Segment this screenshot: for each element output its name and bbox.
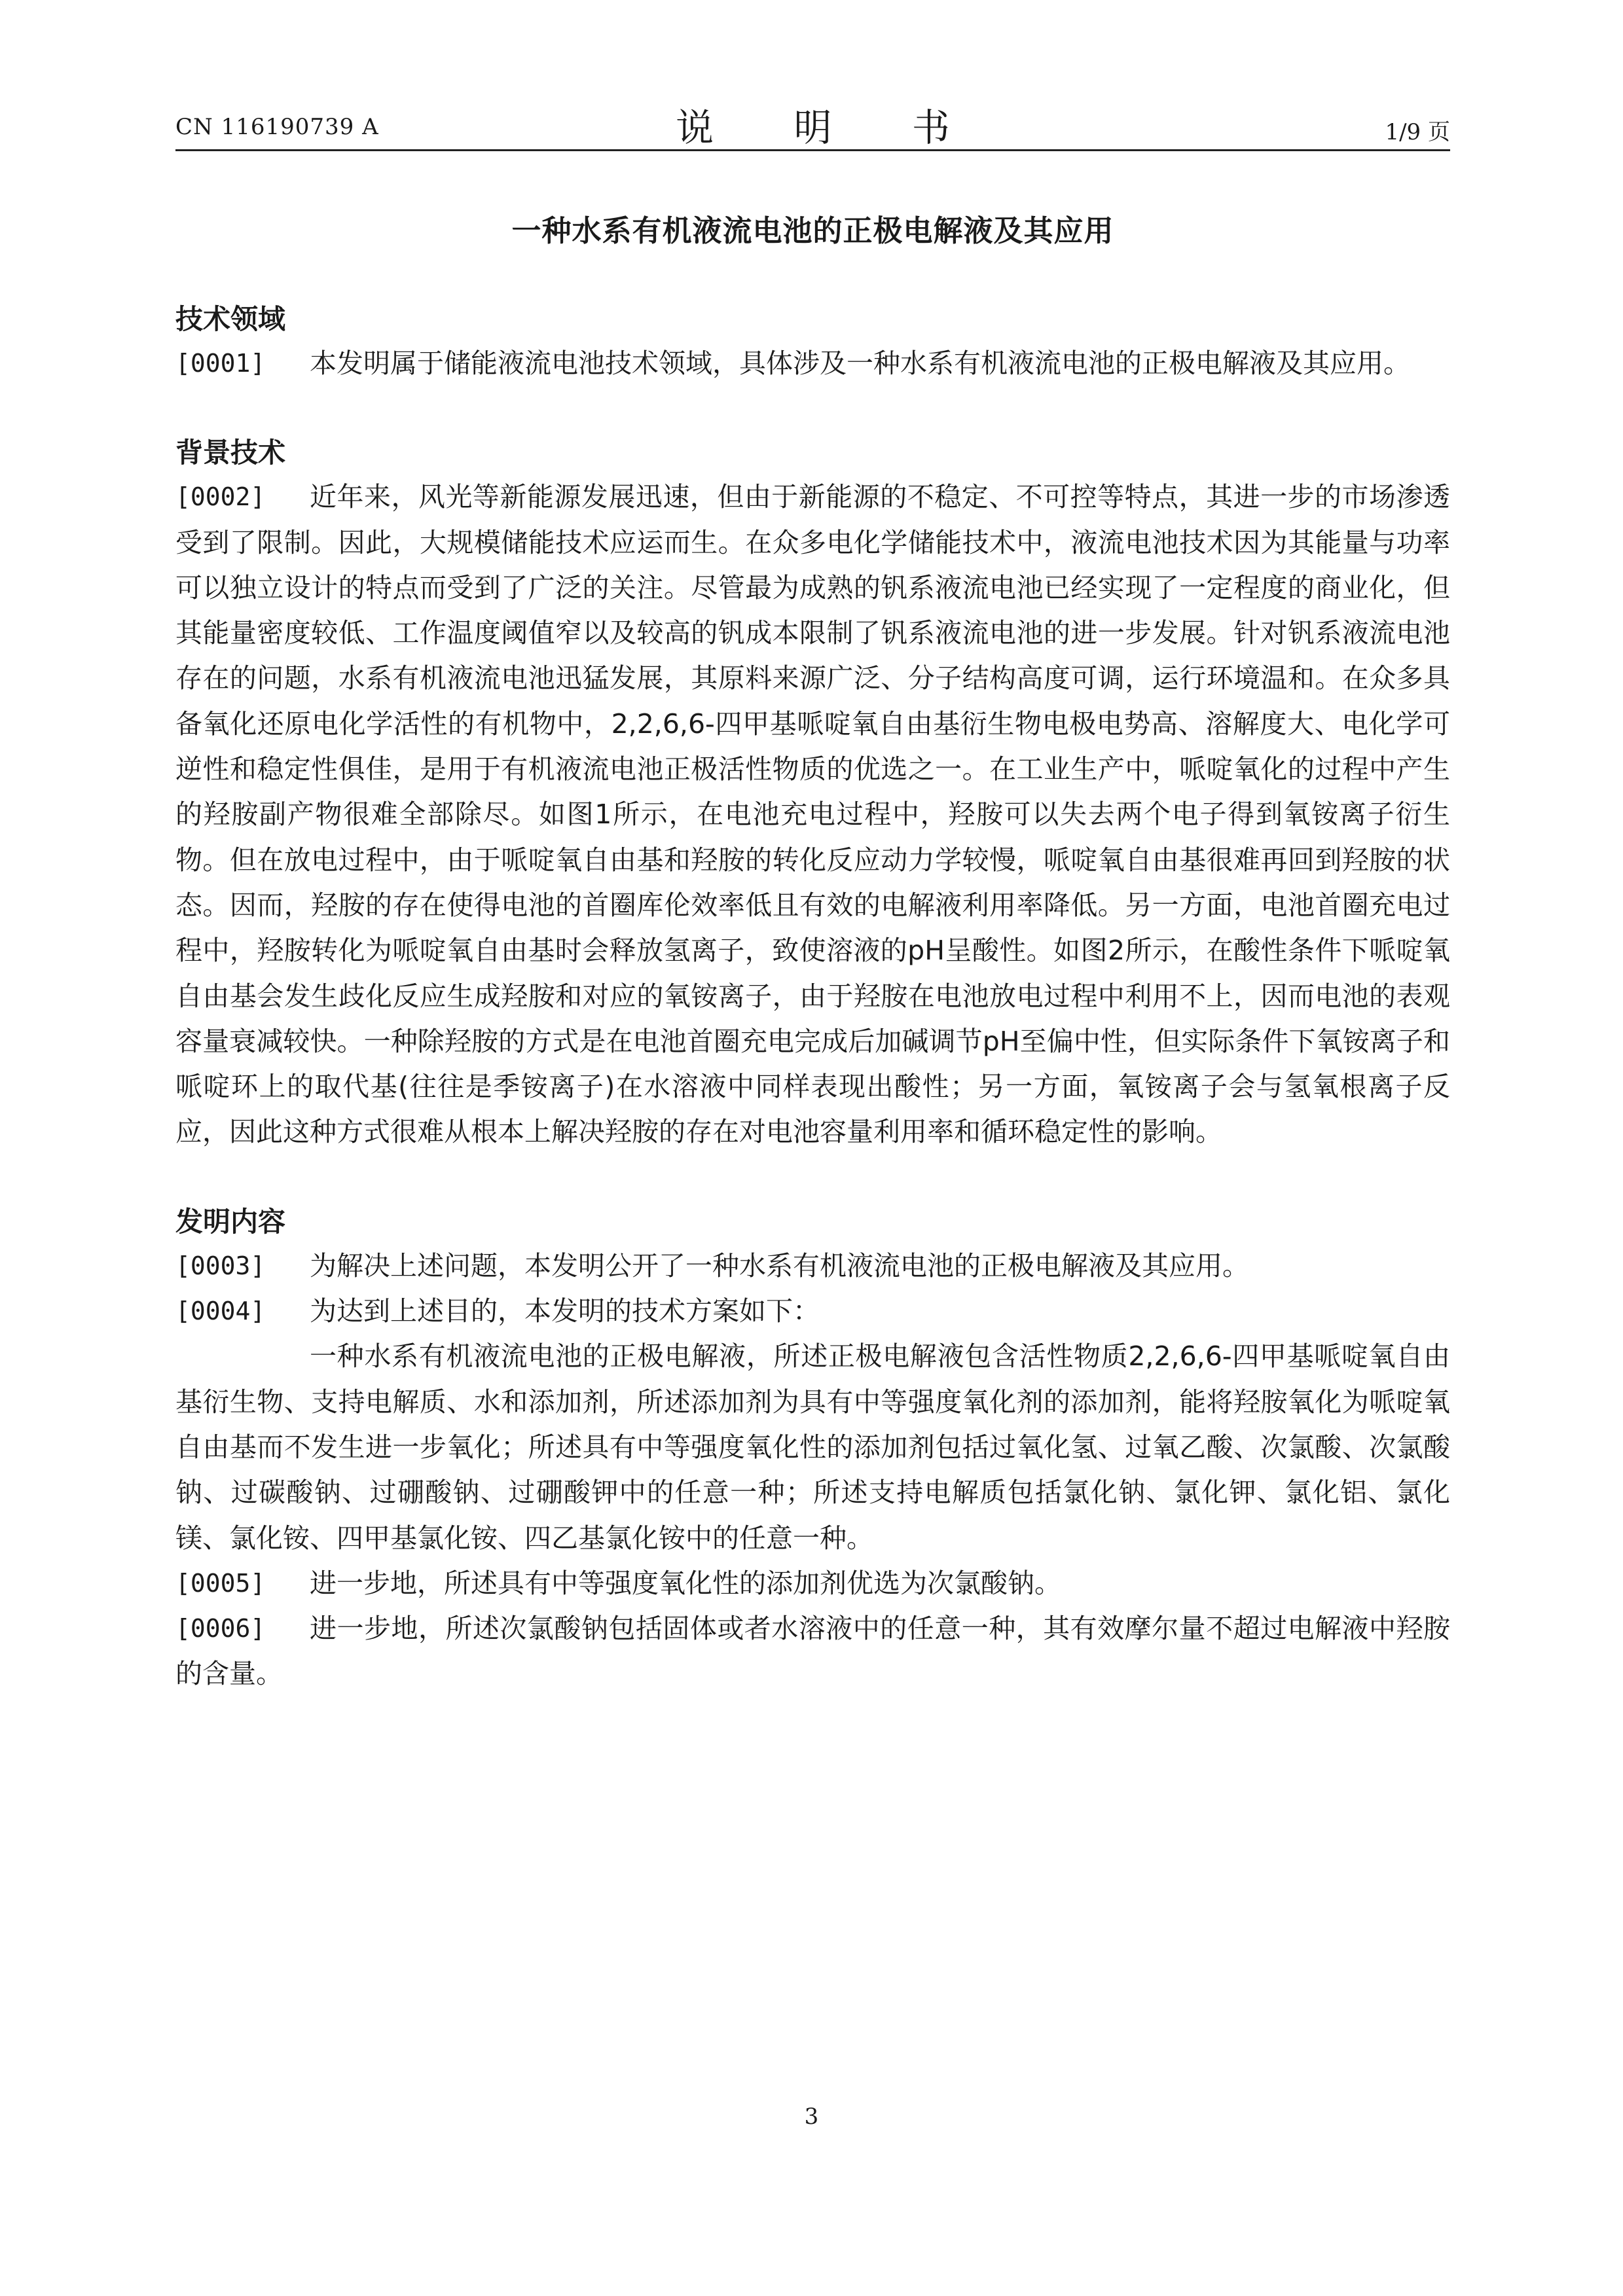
- paragraph-text: 一种水系有机液流电池的正极电解液，所述正极电解液包含活性物质2,2,6,6-四甲基哌啶氧自由基衍生物、支持电解质、水和添加剂，所述添加剂为具有中等强度氧化剂的添加剂，能将羟胺氧化为哌啶氧自由基而不发生进一步氧化；所述具有中等强度氧化性的添加剂包括过氧化氢、过氧乙酸、次氯酸、次氯酸钠、过碳酸钠、过硼酸钠、过硼酸钾中的任意一种；所述支持电解质包括氯化钠、氯化钾、氯化铝、氯化镁、氯化铵、四甲基氯化铵、四乙基氯化铵中的任意一种。: [175, 1340, 1450, 1554]
- page-header: [175, 97, 1450, 149]
- section-heading-background: 背景技术: [175, 437, 286, 469]
- paragraph-number: [0003]: [175, 1251, 266, 1280]
- paragraph-text: 本发明属于储能液流电池技术领域，具体涉及一种水系有机液流电池的正极电解液及其应用。: [310, 348, 1410, 379]
- section-heading-technical-field: 技术领域: [175, 303, 286, 335]
- header-rule: [175, 149, 1450, 151]
- paragraph-0004-body: [175, 1334, 1450, 1560]
- paragraph-0006: [175, 1606, 1450, 1697]
- paragraph-number: [0002]: [175, 482, 266, 512]
- paragraph-number: [0005]: [175, 1568, 266, 1598]
- document-type-title: 说 明 书: [676, 105, 984, 150]
- section-heading-summary: 发明内容: [175, 1205, 286, 1238]
- paragraph-number: [0006]: [175, 1614, 266, 1643]
- paragraph-0003: [175, 1244, 1450, 1289]
- document-body: [175, 298, 1450, 1697]
- paragraph-0001: [175, 341, 1450, 386]
- patent-number: CN 116190739 A: [175, 114, 379, 140]
- page-indicator: 1/9 页: [1385, 119, 1450, 145]
- paragraph-0002: [175, 475, 1450, 1155]
- paragraph-number: [0004]: [175, 1297, 266, 1326]
- paragraph-text: 近年来，风光等新能源发展迅速，但由于新能源的不稳定、不可控等特点，其进一步的市场渗透受到了限制。因此，大规模储能技术应运而生。在众多电化学储能技术中，液流电池技术因为其能量与功率可以独立设计的特点而受到了广泛的关注。尽管最为成熟的钒系液流电池已经实现了一定程度的商业化，但其能量密度较低、工作温度阈值窄以及较高的钒成本限制了钒系液流电池的进一步发展。针对钒系液流电池存在的问题，水系有机液流电池迅猛发展，其原料来源广泛、分子结构高度可调，运行环境温和。在众多具备氧化还原电化学活性的有机物中，2,2,6,6-四甲基哌啶氧自由基衍生物电极电势高、溶解度大、电化学可逆性和稳定性俱佳，是用于有机液流电池正极活性物质的优选之一。在工业生产中，哌啶氧化的过程中产生的羟胺副产物很难全部除尽。如图1所示，在电池充电过程中，羟胺可以失去两个电子得到氧铵离子衍生物。但在放电过程中，由于哌啶氧自由基和羟胺的转化反应动力学较慢，哌啶氧自由基很难再回到羟胺的状态。因而，羟胺的存在使得电池的首圈库伦效率低且有效的电解液利用率降低。另一方面，电池首圈充电过程中，羟胺转化为哌啶氧自由基时会释放氢离子，致使溶液的pH呈酸性。如图2所示，在酸性条件下哌啶氧自由基会发生歧化反应生成羟胺和对应的氧铵离子，由于羟胺在电池放电过程中利用不上，因而电池的表观容量衰减较快。一种除羟胺的方式是在电池首圈充电完成后加碱调节pH至偏中性，但实际条件下氧铵离子和哌啶环上的取代基(往往是季铵离子)在水溶液中同样表现出酸性；另一方面，氧铵离子会与氢氧根离子反应，因此这种方式很难从根本上解决羟胺的存在对电池容量利用率和循环稳定性的影响。: [175, 481, 1450, 1148]
- paragraph-text: 进一步地，所述具有中等强度氧化性的添加剂优选为次氯酸钠。: [310, 1567, 1061, 1599]
- paragraph-text: 为达到上述目的，本发明的技术方案如下：: [310, 1295, 820, 1327]
- paragraph-0005: [175, 1561, 1450, 1606]
- paragraph-number: [0001]: [175, 349, 266, 378]
- paragraph-0004: [175, 1289, 1450, 1334]
- invention-title: 一种水系有机液流电池的正极电解液及其应用: [511, 213, 1114, 248]
- paragraph-text: 进一步地，所述次氯酸钠包括固体或者水溶液中的任意一种，其有效摩尔量不超过电解液中羟胺的含量。: [175, 1613, 1450, 1690]
- paragraph-text: 为解决上述问题，本发明公开了一种水系有机液流电池的正极电解液及其应用。: [310, 1249, 1249, 1282]
- page-number: 3: [804, 2104, 819, 2130]
